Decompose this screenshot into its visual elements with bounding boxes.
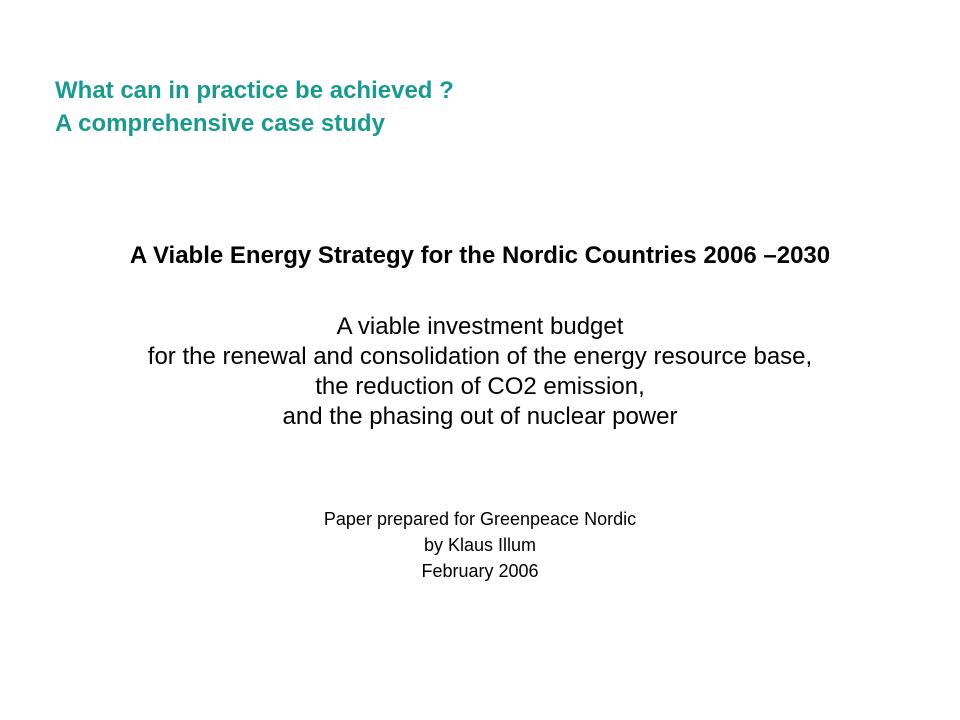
credits-line-3: February 2006 — [421, 561, 539, 581]
document-title: A Viable Energy Strategy for the Nordic Countries 2006 –2030 — [129, 242, 831, 269]
document-subtitle — [0, 312, 960, 432]
slide-heading — [55, 74, 454, 140]
heading-line-2: A comprehensive case study — [55, 110, 385, 137]
subtitle-line-2: for the renewal and consolidation of the energy resource base, — [147, 343, 813, 370]
subtitle-line-4: and the phasing out of nuclear power — [282, 403, 678, 430]
document-credits — [0, 506, 960, 584]
subtitle-line-3: the reduction of CO2 emission, — [315, 373, 645, 400]
credits-line-1: Paper prepared for Greenpeace Nordic — [323, 509, 637, 529]
subtitle-line-1: A viable investment budget — [336, 313, 624, 340]
heading-line-1: What can in practice be achieved ? — [55, 77, 454, 104]
credits-line-2: by Klaus Illum — [423, 535, 537, 555]
